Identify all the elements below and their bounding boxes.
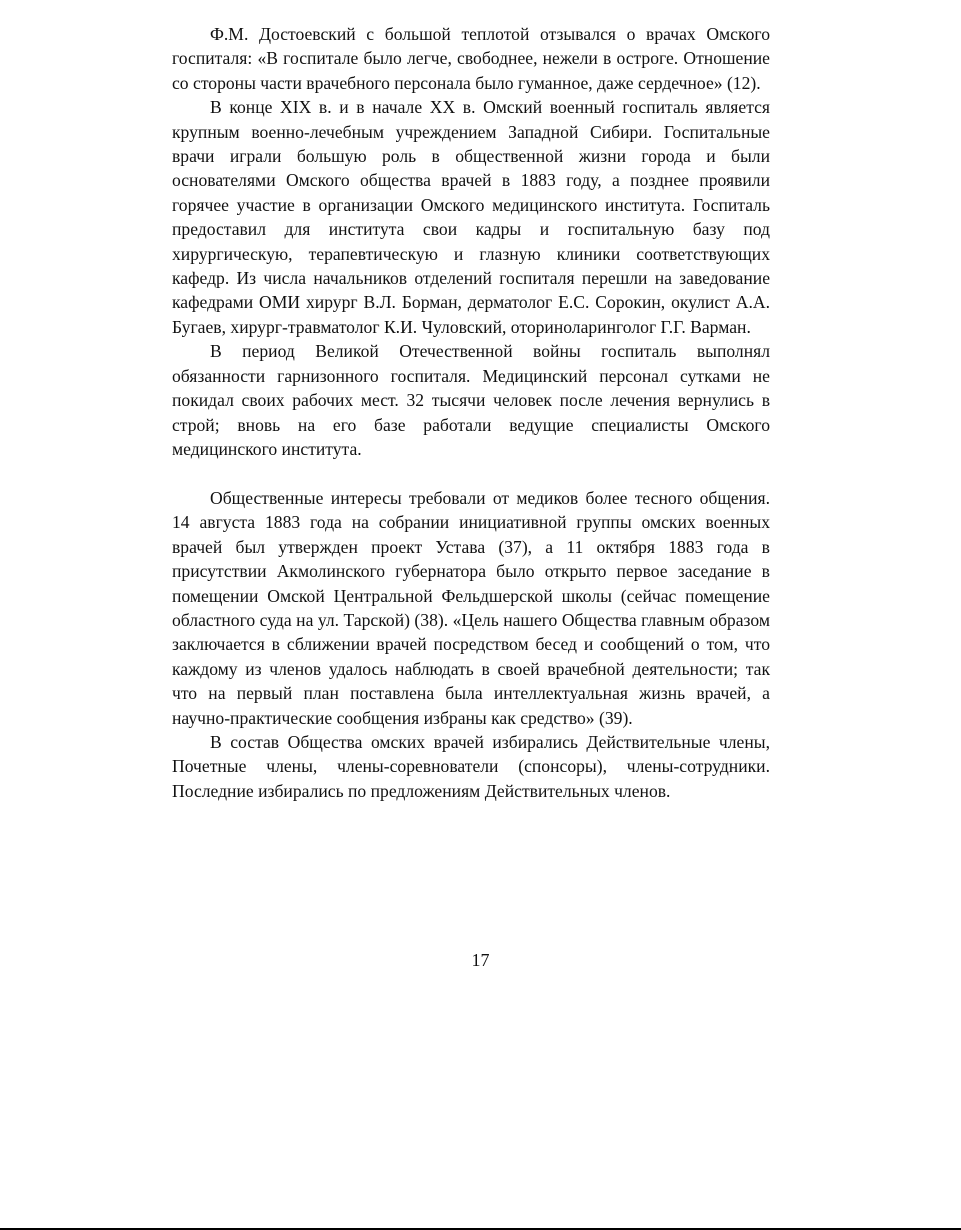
paragraph-society-members: В состав Общества омских врачей избирались Действительные члены, Почетные члены, члены-соревнователи (спонсоры), члены-сотрудники. Последние избирались по предложениям Действительных членов. xyxy=(172,731,770,801)
paragraph-society-founding: Общественные интересы требовали от медиков более тесного общения. 14 августа 1883 года на собрании инициативной группы омских военных врачей был утвержден проект Устава (37), а 11 октября 1883 года в присутствии Акмолинского губернатора было открыто первое заседание в помещении Омской Центральной Фельдшерской школы (сейчас помещение областного суда на ул. Тарской) (38). «Цель нашего Общества главным образом заключается в сближении врачей посредством бесед и сообщений о том, что каждому из членов удалось наблюдать в своей врачебной деятельности; так что на первый план поставлена была интеллектуальная жизнь врачей, а научно-практические сообщения избраны как средство» (39). xyxy=(172,487,770,728)
paragraph-war-period: В период Великой Отечественной войны госпиталь выполнял обязанности гарнизонного госпиталя. Медицинский персонал сутками не покидал своих рабочих мест. 32 тысячи человек после лечения вернулись в строй; вновь на его базе работали ведущие специалисты Омского медицинского института. xyxy=(172,341,770,459)
document-body xyxy=(172,22,770,803)
paragraph-dostoevsky: Ф.М. Достоевский с большой теплотой отзывался о врачах Омского госпиталя: «В госпитале было легче, свободнее, нежели в остроге. Отношение со стороны части врачебного персонала было гуманное, даже сердечное» (12). xyxy=(172,24,770,93)
page-number: 17 xyxy=(471,950,490,970)
paragraph-hospital-history: В конце XIX в. и в начале XX в. Омский военный госпиталь является крупным военно-лечебным учреждением Западной Сибири. Госпитальные врачи играли большую роль в общественной жизни города и были основателями Омского общества врачей в 1883 году, а позднее проявили горячее участие в организации Омского медицинского института. Госпиталь предоставил для института свои кадры и госпитальную базу под хирургическую, терапевтическую и глазную клиники соответствующих кафедр. Из числа начальников отделений госпиталя перешли на заведование кафедрами ОМИ хирург В.Л. Борман, дерматолог Е.С. Сорокин, окулист А.А. Бугаев, хирург-травматолог К.И. Чуловский, оториноларинголог Г.Г. Варман. xyxy=(172,97,770,337)
